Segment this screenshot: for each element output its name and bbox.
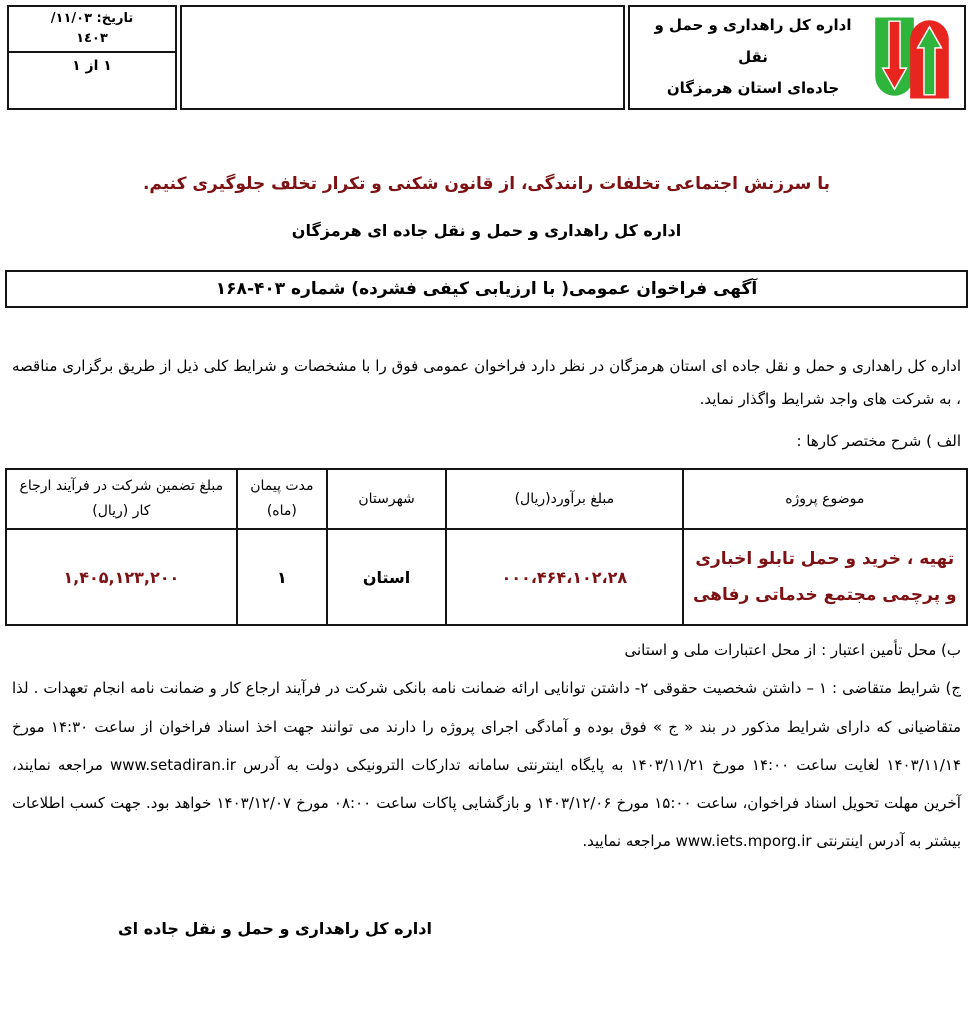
county-cell: استان [327, 529, 446, 625]
org-header-box [628, 5, 966, 110]
notice-title: آگهی فراخوان عمومی( با ارزیابی کیفی فشرده) شماره ۴۰۳-۱۶۸ [5, 270, 968, 308]
date-cell [9, 7, 175, 53]
estimate-cell [446, 529, 682, 625]
table-row [6, 529, 967, 625]
works-table [5, 468, 968, 626]
table-header-row [6, 469, 967, 529]
header-estimate: مبلغ برآورد(ریال) [446, 469, 682, 529]
project-cell: تهیه ، خرید و حمل تابلو اخباری و پرچمی مجتمع خدماتی رفاهی [683, 529, 967, 625]
date-label: تاریخ: [96, 11, 134, 26]
date-value: /١١/٠٣ [50, 11, 92, 26]
date-year: ١٤٠٣ [76, 31, 108, 47]
header-county: شهرستان [327, 469, 446, 529]
section-b-text: ب) محل تأمین اعتبار : از محل اعتبارات ملی و استانی [624, 641, 961, 660]
header-row [0, 0, 973, 110]
header-project: موضوع پروژه [683, 469, 967, 529]
date-page-box [7, 5, 177, 110]
header-duration: مدت پیمان (ماه) [237, 469, 327, 529]
intro-paragraph: اداره کل راهداری و حمل و نقل جاده ای استان هرمزگان در نظر دارد فراخوان عمومی فوق را با مشخصات و شرایط کلی ذیل از طریق برگزاری مناقصه ، به شرکت های واجد شرایط واگذار نماید. [12, 357, 961, 408]
page-indicator: ١ از ١ [72, 58, 112, 75]
org-name-line2: جاده‌ای استان هرمزگان [666, 79, 840, 98]
safety-slogan: با سرزنش اجتماعی تخلفات رانندگی، از قانون شکنی و تکرار تخلف جلوگیری کنیم. [142, 174, 831, 194]
org-name [636, 10, 866, 105]
org-title: اداره کل راهداری و حمل و نقل جاده ای هرمزگان [291, 221, 682, 240]
estimate-value: ۰۰۰،۴۶۴،۱۰۲،۲۸ [501, 567, 628, 587]
org-name-line1: اداره کل راهداری و حمل و نقل [654, 16, 852, 66]
header-guarantee: مبلغ تضمین شرکت در فرآیند ارجاع کار (ریال) [6, 469, 237, 529]
guarantee-cell [6, 529, 237, 625]
duration-cell: ۱ [237, 529, 327, 625]
footer-signature: اداره کل راهداری و حمل و نقل جاده ای [118, 918, 432, 938]
section-a-label: الف ) شرح مختصر کارها : [796, 432, 961, 450]
rmto-logo-icon [866, 12, 958, 104]
guarantee-value: ۱,۴۰۵,۱۲۳,۲۰۰ [63, 567, 180, 587]
header-empty-box [180, 5, 625, 110]
section-c-paragraph: ج) شرایط متقاضی : ۱ – داشتن شخصیت حقوقی ۲- داشتن توانایی ارائه ضمانت نامه بانکی شرکت در فرآیند ارجاع کار و ضمانت نامه انجام تعهدات . لذا متقاضیانی که دارای شرایط مذکور در بند « ج » فوق بوده و آمادگی اجرای پروژه را دارند می توانند جهت اخذ اسناد فراخوان از ساعت ۱۴:۳۰ مورخ ۱۴۰۳/۱۱/۱۴ لغایت ساعت ۱۴:۰۰ مورخ ۱۴۰۳/۱۱/۲۱ به پایگاه اینترنتی سامانه تدارکات الترونیکی دولت به آدرس www.setadiran.ir مراجعه نمایند، آخرین مهلت تحویل اسناد فراخوان، ساعت ۱۵:۰۰ مورخ ۱۴۰۳/۱۲/۰۶ و بازگشایی پاکات ساعت ۰۸:۰۰ مورخ ۱۴۰۳/۱۲/۰۷ خواهد بود. جهت کسب اطلاعات بیشتر به آدرس اینترنتی www.iets.mporg.ir مراجعه نمایید. [12, 679, 961, 851]
